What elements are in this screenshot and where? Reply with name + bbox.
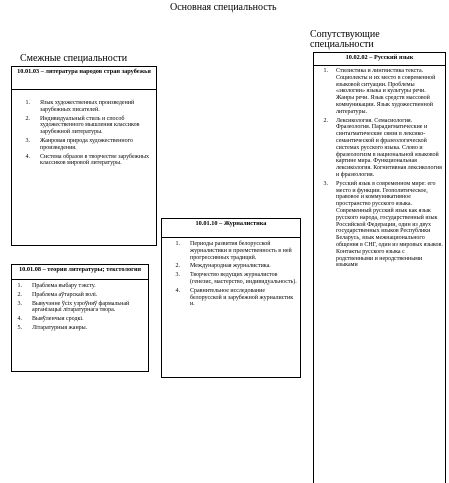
list-item: 3. Русский язык в современном мире: его место и функции. Геополитическое, правовое и коммуникативное пространство русского языка. Современный русский язык как язык русского народа, государственный язык Российской Федерации, один из двух государственных языков Республики Беларусь, язык межнационального общения в СНГ, один из мировых языков. Контакты русского языка с родственными и неродственными языками xyxy=(323,180,443,269)
accompanying-heading-line2: специальности xyxy=(310,39,374,50)
list-item: 3. Вывучэнне ўсіх узроўняў фармальнай арганізацыі літаратурнага твора. xyxy=(17,300,130,314)
accompanying-heading-line1: Сопутствующие xyxy=(310,29,380,40)
item-list xyxy=(164,241,298,308)
related-specialties-heading: Смежные специальности xyxy=(20,53,128,64)
list-item: 2. Лексикология. Семасиология. Фразеология. Парадигматические и синтагматические связи в лексико-семантической и фразеологической системах русского языка. Слово и фразеологизм в национальной языковой картине мира. Функциональная лексикология. Когнитивная лексикология и фразеология. xyxy=(323,117,442,178)
item-list xyxy=(14,100,154,167)
box-body xyxy=(12,280,148,332)
list-item: 5. Літаратурныя жанры. xyxy=(17,324,88,331)
list-item: 2. Индивидуальный стиль и способ художественного мышления классиков зарубежной литературы. xyxy=(25,115,140,136)
box-foreign-literature xyxy=(11,66,157,246)
box-body xyxy=(12,90,156,167)
list-item: 1. Периоды развития белорусской журналистики и преемственность в ней прогрессивных традиций. xyxy=(175,241,292,261)
box-body xyxy=(162,238,300,308)
box-title: 10.02.02 – Русский язык xyxy=(314,53,445,66)
box-journalism xyxy=(161,218,301,378)
box-body-clip xyxy=(316,68,443,483)
list-item: 1. Язык художественных произведений зарубежных писателей. xyxy=(25,100,135,113)
list-item: 3. Жанровая природа художественного произведения. xyxy=(25,137,133,151)
box-title: 10.01.08 – теория литературы; текстология xyxy=(12,265,148,280)
item-list xyxy=(14,283,146,332)
list-item: 3. Творчество ведущих журналистов (генезис, мастерство, индивидуальность). xyxy=(175,272,297,285)
box-russian-language xyxy=(313,52,446,483)
main-specialty-title: Основная специальность xyxy=(170,2,277,13)
list-item: 4. Сравнительное исследование белорусской и зарубежной журналистик и. xyxy=(175,287,294,308)
box-title: 10.01.03 – литература народов стран зарубежья xyxy=(12,67,156,90)
list-item: 1. Стилистика и лингвистика текста. Социолекты и их место в современной языковой ситуации. Проблемы «экологии» языка и культуры речи. Жанры речи. Язык средств массовой коммуникации. Язык художественной литературы. xyxy=(323,68,436,115)
list-item: 4. Система образов в творчестве зарубежных классиков мировой литературы. xyxy=(25,153,150,167)
list-item: 2. Международная журналистика. xyxy=(175,263,271,270)
accompanying-specialties-heading xyxy=(310,30,380,50)
list-item: 1. Праблема выбару тэксту. xyxy=(17,283,96,289)
box-body xyxy=(314,66,445,483)
box-title: 10.01.10 – Журналистика xyxy=(162,219,300,238)
box-textology xyxy=(11,264,149,372)
item-list xyxy=(316,68,443,269)
list-item: 2. Праблема аўтарскай волі. xyxy=(17,291,98,298)
list-item: 4. Выяўленчыя сродкі. xyxy=(17,316,84,323)
